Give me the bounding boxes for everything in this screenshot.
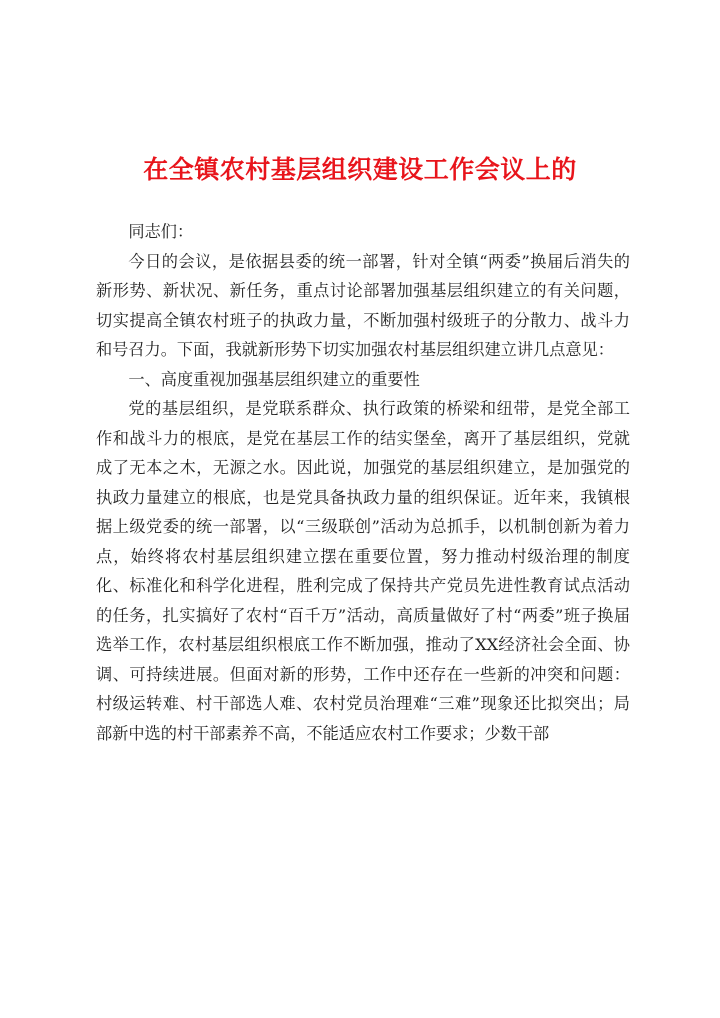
section-heading: 一、高度重视加强基层组织建立的重要性 bbox=[128, 369, 420, 389]
paragraph-body: 党的基层组织，是党联系群众、执行政策的桥梁和纽带，是党全部工作和战斗力的根底，是党在基层工作的结实堡垒，离开了基层组织，党就成了无本之木，无源之水。因此说，加强党的基层组织建立，是加强党的执政力量建立的根底，也是党具备执政力量的组织保证。近年来，我镇根据上级党委的统一部署，以“三级联创”活动为总抓手，以机制创新为着力点，始终将农村基层组织建立摆在重要位置，努力推动村级治理的制度化、标准化和科学化进程，胜利完成了保持共产党员先进性教育试点活动的任务，扎实搞好了农村“百千万”活动，高质量做好了村“两委”班子换届选举工作，农村基层组织根底工作不断加强，推动了XX经济社会全面、协调、可持续进展。但面对新的形势，工作中还存在一些新的冲突和问题：村级运转难、村干部选人难、农村党员治理难“三难”现象还比拟突出；局部新中选的村干部素养不高，不能适应农村工作要求；少数干部 bbox=[96, 399, 630, 743]
salutation: 同志们： bbox=[128, 222, 194, 241]
document-title: 在全镇农村基层组织建设工作会议上的 bbox=[143, 155, 577, 184]
paragraph-intro: 今日的会议，是依据县委的统一部署，针对全镇“两委”换届后消失的新形势、新状况、新任务，重点讨论部署加强基层组织建立的有关问题，切实提高全镇农村班子的执政力量，不断加强村级班子的分散力、战斗力和号召力。下面，我就新形势下切实加强农村基层组织建立讲几点意见： bbox=[96, 251, 630, 359]
document-body bbox=[96, 217, 630, 748]
